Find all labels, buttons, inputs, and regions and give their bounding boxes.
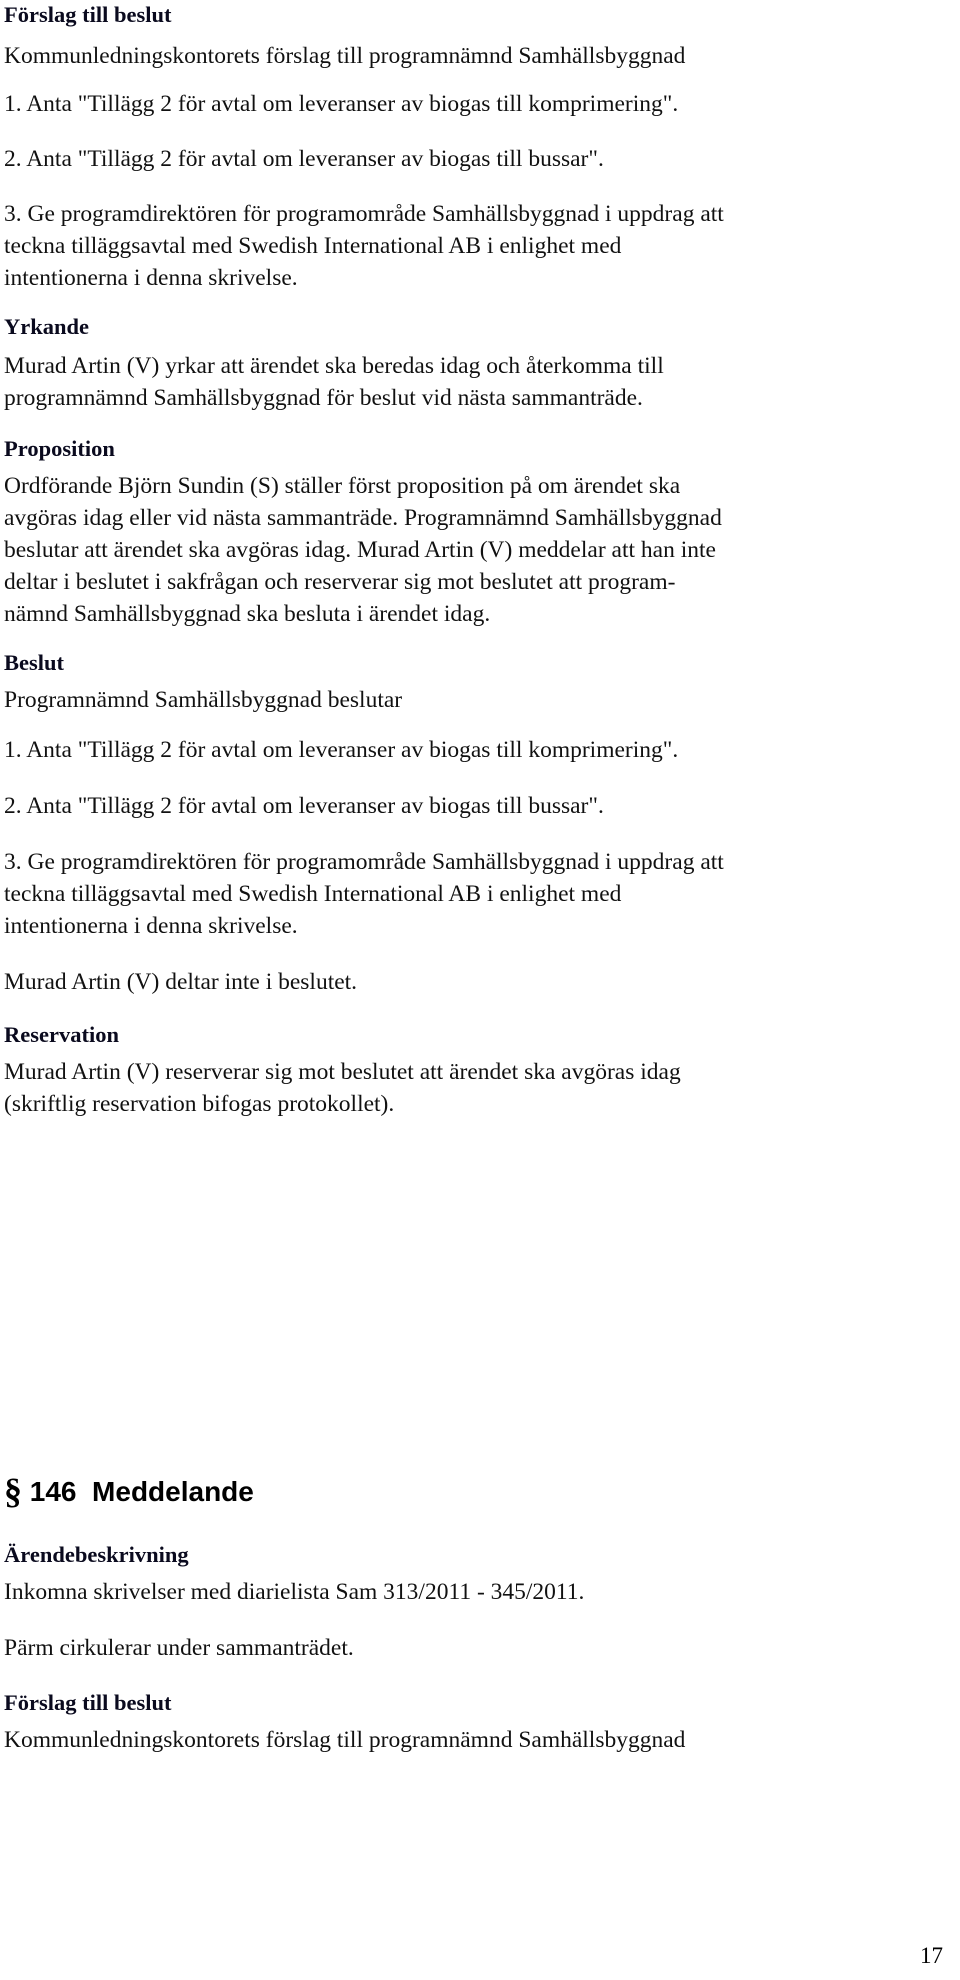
heading-reservation: Reservation	[4, 1022, 119, 1047]
forslag-item-3-line-2: teckna tilläggsavtal med Swedish International AB i enlighet med	[4, 233, 622, 259]
beslut-item-3-line-3: intentionerna i denna skrivelse.	[4, 913, 298, 939]
heading-yrkande: Yrkande	[4, 314, 90, 339]
parm-line: Pärm cirkulerar under sammanträdet.	[4, 1635, 354, 1661]
section-146-title: 146 Meddelande	[22, 1476, 254, 1507]
yrkande-line-2: programnämnd Samhällsbyggnad för beslut vid nästa sammanträde.	[4, 385, 643, 411]
page-number: 17	[920, 1943, 943, 1968]
beslut-intro: Programnämnd Samhällsbyggnad beslutar	[4, 687, 403, 713]
proposition-line-2: avgöras idag eller vid nästa sammanträde. Programnämnd Samhällsbyggnad	[4, 505, 722, 531]
paragraph-symbol: §	[4, 1471, 22, 1511]
beslut-note: Murad Artin (V) deltar inte i beslutet.	[4, 969, 358, 995]
beslut-item-1: 1. Anta "Tillägg 2 för avtal om leveranser av biogas till komprimering".	[4, 737, 679, 763]
beslut-item-2: 2. Anta "Tillägg 2 för avtal om leveranser av biogas till bussar".	[4, 793, 604, 819]
proposition-line-3: beslutar att ärendet ska avgöras idag. Murad Artin (V) meddelar att han inte	[4, 537, 716, 563]
reservation-line-1: Murad Artin (V) reserverar sig mot beslutet att ärendet ska avgöras idag	[4, 1059, 681, 1085]
forslag-146-line: Kommunledningskontorets förslag till programnämnd Samhällsbyggnad	[4, 1727, 686, 1753]
heading-forslag-till-beslut: Förslag till beslut	[4, 2, 172, 27]
heading-proposition: Proposition	[4, 436, 115, 461]
forslag-item-1: 1. Anta "Tillägg 2 för avtal om leveranser av biogas till komprimering".	[4, 91, 679, 117]
heading-beslut: Beslut	[4, 650, 65, 675]
yrkande-line-1: Murad Artin (V) yrkar att ärendet ska beredas idag och återkomma till	[4, 353, 664, 379]
forslag-item-3-line-3: intentionerna i denna skrivelse.	[4, 265, 298, 291]
proposition-line-4: deltar i beslutet i sakfrågan och reserverar sig mot beslutet att program-	[4, 569, 676, 595]
beslut-item-3-line-1: 3. Ge programdirektören för programområde Samhällsbyggnad i uppdrag att	[4, 849, 724, 875]
proposition-line-1: Ordförande Björn Sundin (S) ställer först proposition på om ärendet ska	[4, 473, 681, 499]
heading-arendebeskrivning: Ärendebeskrivning	[4, 1542, 189, 1567]
forslag-item-2: 2. Anta "Tillägg 2 för avtal om leveranser av biogas till bussar".	[4, 146, 604, 172]
heading-forslag-till-beslut-146: Förslag till beslut	[4, 1690, 172, 1715]
proposition-line-5: nämnd Samhällsbyggnad ska besluta i ärendet idag.	[4, 601, 491, 627]
section-146-heading	[4, 1472, 254, 1509]
forslag-intro: Kommunledningskontorets förslag till programnämnd Samhällsbyggnad	[4, 43, 686, 69]
forslag-item-3-line-1: 3. Ge programdirektören för programområde Samhällsbyggnad i uppdrag att	[4, 201, 724, 227]
beslut-item-3-line-2: teckna tilläggsavtal med Swedish International AB i enlighet med	[4, 881, 622, 907]
reservation-line-2: (skriftlig reservation bifogas protokollet).	[4, 1091, 395, 1117]
arendebeskrivning-line: Inkomna skrivelser med diarielista Sam 313/2011 - 345/2011.	[4, 1579, 585, 1605]
